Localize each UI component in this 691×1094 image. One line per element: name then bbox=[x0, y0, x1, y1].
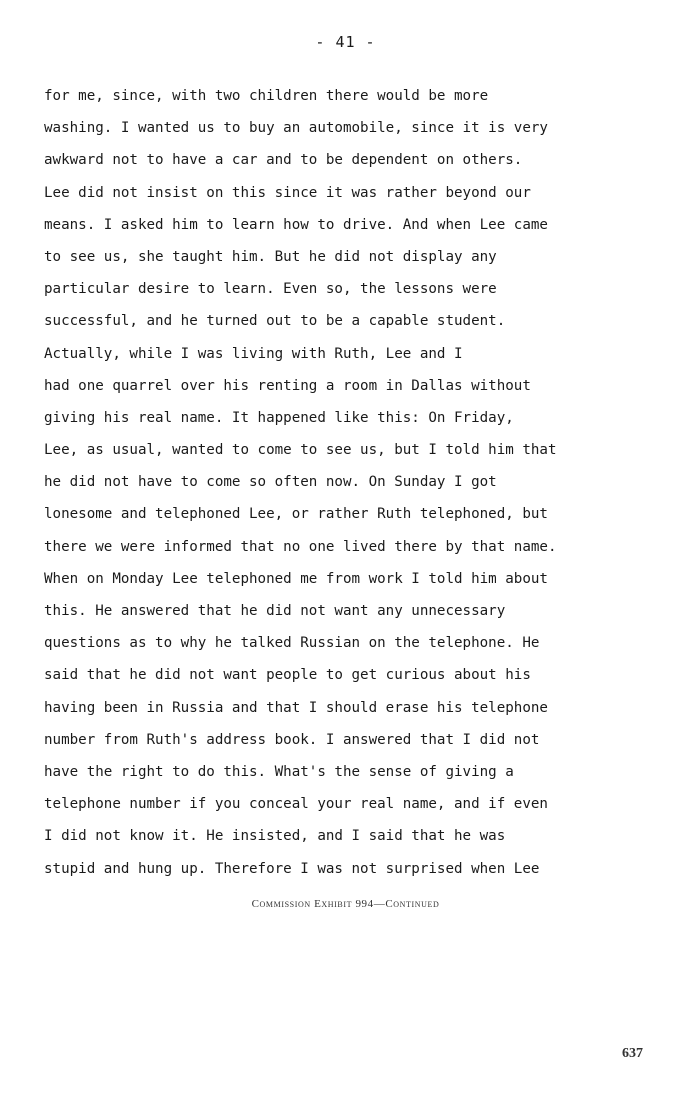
text-line: awkward not to have a car and to be dependent on others. bbox=[44, 152, 523, 169]
text-line: When on Monday Lee telephoned me from work I told him about bbox=[44, 570, 548, 587]
text-line: lonesome and telephoned Lee, or rather Ruth telephoned, but bbox=[44, 506, 548, 523]
text-line: for me, since, with two children there would be more bbox=[44, 88, 489, 104]
text-line: successful, and he turned out to be a capable student. bbox=[44, 313, 506, 330]
text-line: he did not have to come so often now. On Sunday I got bbox=[44, 474, 497, 491]
text-line: Lee did not insist on this since it was rather beyond our bbox=[44, 184, 531, 201]
text-line: means. I asked him to learn how to drive. And when Lee came bbox=[44, 216, 548, 233]
text-line: telephone number if you conceal your real name, and if even bbox=[44, 796, 548, 813]
page-number-bottom: 637 bbox=[622, 1046, 643, 1061]
page-number-top: - 41 - bbox=[315, 33, 376, 51]
text-line: had one quarrel over his renting a room in Dallas without bbox=[44, 377, 531, 394]
text-line: Actually, while I was living with Ruth, Lee and I bbox=[44, 345, 463, 362]
text-line: Lee, as usual, wanted to come to see us, but I told him that bbox=[44, 442, 557, 459]
text-line: there we were informed that no one lived there by that name. bbox=[44, 538, 557, 555]
text-line: giving his real name. It happened like this: On Friday, bbox=[44, 409, 514, 426]
text-line: said that he did not want people to get curious about his bbox=[44, 667, 531, 684]
typed-body-text bbox=[44, 80, 644, 885]
text-line: number from Ruth's address book. I answered that I did not bbox=[44, 731, 540, 748]
text-line: particular desire to learn. Even so, the lessons were bbox=[44, 281, 497, 298]
text-line: to see us, she taught him. But he did not display any bbox=[44, 248, 497, 265]
text-line: this. He answered that he did not want any unnecessary bbox=[44, 603, 506, 619]
text-line: questions as to why he talked Russian on the telephone. He bbox=[44, 635, 540, 652]
text-line: stupid and hung up. Therefore I was not surprised when Lee bbox=[44, 860, 540, 877]
text-line: have the right to do this. What's the sense of giving a bbox=[44, 763, 514, 780]
text-line: washing. I wanted us to buy an automobile, since it is very bbox=[44, 120, 548, 137]
exhibit-caption: Commission Exhibit 994—Continued bbox=[251, 898, 440, 910]
text-line: having been in Russia and that I should erase his telephone bbox=[44, 699, 548, 716]
text-line: I did not know it. He insisted, and I said that he was bbox=[44, 828, 506, 845]
